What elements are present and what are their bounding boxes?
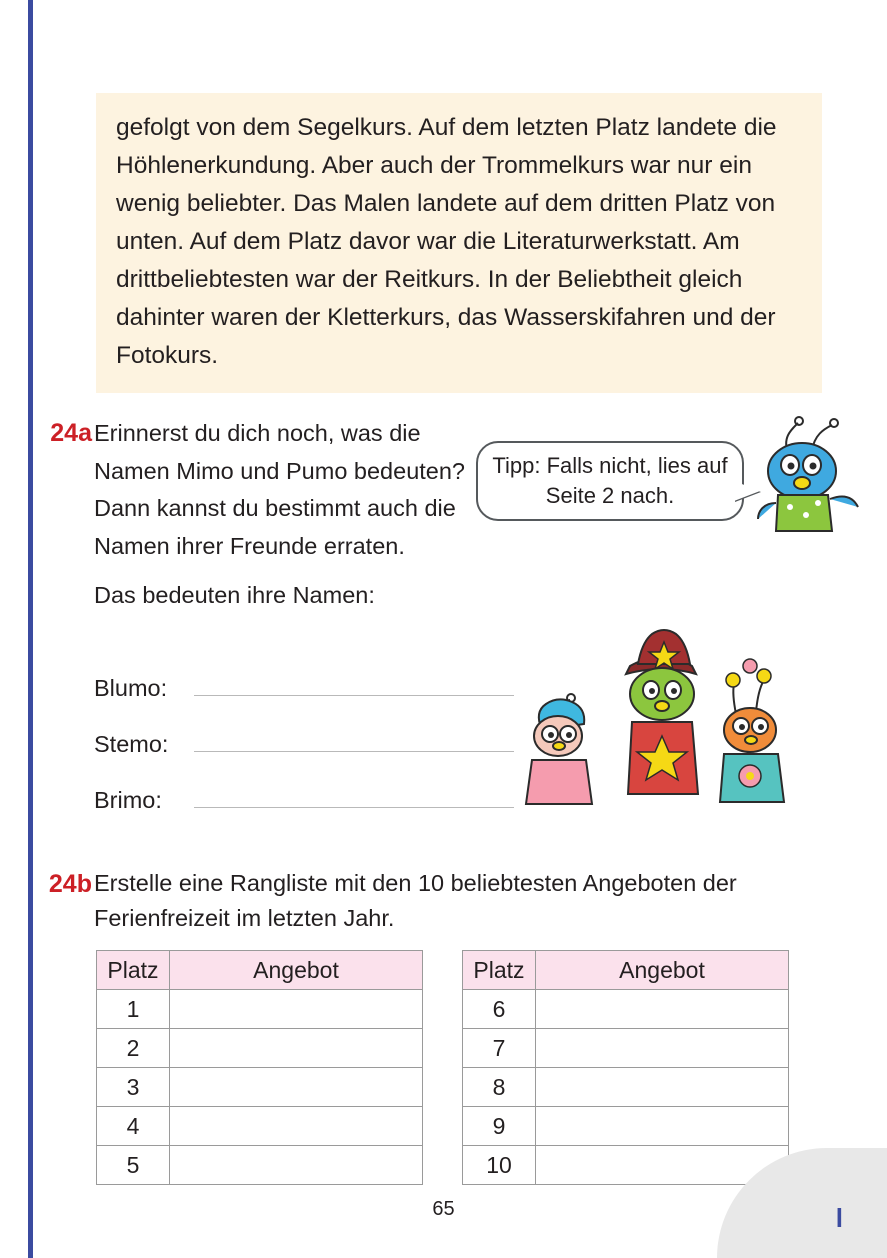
cell-angebot[interactable]	[536, 1068, 789, 1107]
cell-platz: 3	[97, 1068, 170, 1107]
table-header-row	[97, 951, 423, 990]
blank-label: Blumo:	[94, 675, 168, 701]
cell-angebot[interactable]	[170, 1068, 423, 1107]
task-24a-text	[94, 415, 494, 615]
cell-angebot[interactable]	[170, 1146, 423, 1185]
task-24b-number: 24b	[48, 870, 92, 898]
cell-platz: 7	[463, 1029, 536, 1068]
ranking-table-right	[462, 950, 789, 1185]
cell-platz: 5	[97, 1146, 170, 1185]
task-24a-paragraph-2: Das bedeuten ihre Namen:	[94, 582, 375, 608]
cell-platz: 6	[463, 990, 536, 1029]
blank-line-brimo[interactable]	[194, 777, 514, 808]
cell-platz: 2	[97, 1029, 170, 1068]
table-row	[97, 1068, 423, 1107]
three-friends-illustration	[512, 618, 812, 818]
blank-line-blumo[interactable]	[194, 665, 514, 696]
task-24a-paragraph-1: Erinnerst du dich noch, was die Namen Mimo und Pumo bedeuten? Dann kannst du bestimmt auch die Namen ihrer Freunde erraten.	[94, 420, 465, 559]
column-header-angebot: Angebot	[170, 951, 423, 990]
blank-row	[94, 777, 514, 833]
cell-angebot[interactable]	[170, 990, 423, 1029]
ranking-table-left	[96, 950, 423, 1185]
cell-angebot[interactable]	[536, 1029, 789, 1068]
table-row	[97, 1029, 423, 1068]
cell-angebot[interactable]	[536, 990, 789, 1029]
table-row	[97, 1107, 423, 1146]
tip-speech-bubble-text: Tipp: Falls nicht, lies auf Seite 2 nach.	[492, 453, 728, 508]
blank-line-stemo[interactable]	[194, 721, 514, 752]
page-edge-rule	[28, 0, 33, 1258]
cell-platz: 8	[463, 1068, 536, 1107]
intro-paragraph: gefolgt von dem Segelkurs. Auf dem letzten Platz landete die Höhlenerkundung. Aber auch der Trommelkurs war nur ein wenig beliebter. Das Malen landete auf dem dritten Platz von unten. Auf dem Platz davor war die Literaturwerkstatt. Am drittbeliebtesten war der Reitkurs. In der Beliebtheit gleich dahinter waren der Kletterkurs, das Wasserskifahren und der Fotokurs.	[116, 114, 777, 369]
blank-label: Brimo:	[94, 787, 162, 813]
table-row	[463, 990, 789, 1029]
intro-text-box	[96, 93, 822, 393]
blank-label: Stemo:	[94, 731, 169, 757]
table-row	[97, 990, 423, 1029]
task-24a-number: 24a	[50, 419, 92, 447]
task-24b-paragraph: Erstelle eine Rangliste mit den 10 beliebtesten Angeboten der Ferienfreizeit im letzten Jahr.	[94, 870, 737, 931]
table-row	[463, 1107, 789, 1146]
tip-speech-bubble	[476, 441, 744, 521]
table-row	[97, 1146, 423, 1185]
blank-row	[94, 721, 514, 777]
cell-platz: 4	[97, 1107, 170, 1146]
table-row	[463, 1146, 789, 1185]
cell-platz: 10	[463, 1146, 536, 1185]
cell-platz: 1	[97, 990, 170, 1029]
cell-angebot[interactable]	[170, 1107, 423, 1146]
cell-platz: 9	[463, 1107, 536, 1146]
cell-angebot[interactable]	[536, 1107, 789, 1146]
cell-angebot[interactable]	[170, 1029, 423, 1068]
column-header-platz: Platz	[463, 951, 536, 990]
table-row	[463, 1068, 789, 1107]
blank-row	[94, 665, 514, 721]
column-header-angebot: Angebot	[536, 951, 789, 990]
table-row	[463, 1029, 789, 1068]
corner-mark: l	[835, 1203, 843, 1233]
page-number: 65	[432, 1198, 455, 1220]
task-24b-text	[94, 866, 854, 936]
table-header-row	[463, 951, 789, 990]
blue-monster-illustration	[740, 407, 870, 547]
column-header-platz: Platz	[97, 951, 170, 990]
name-meaning-blanks	[94, 665, 514, 833]
